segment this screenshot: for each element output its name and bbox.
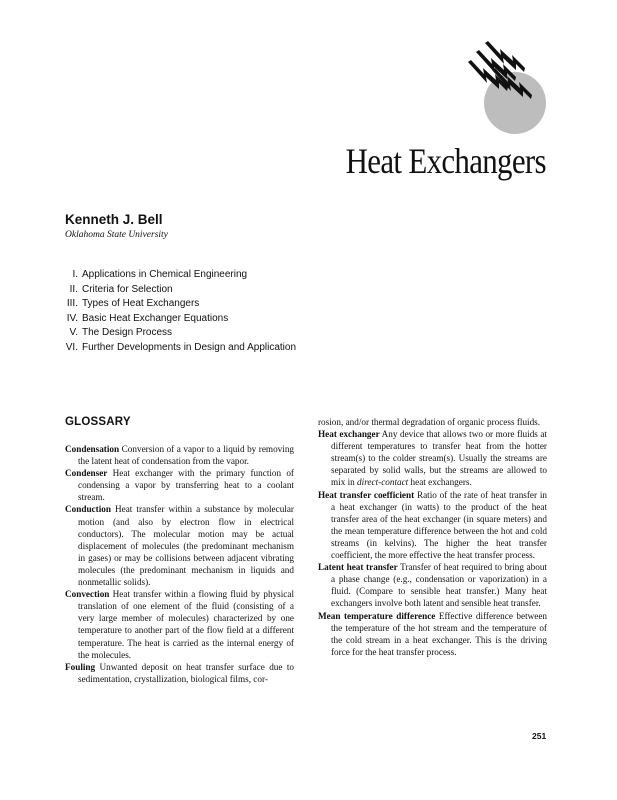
lightning-bolts-circle-icon xyxy=(462,40,546,134)
glossary-entry: Heat exchanger Any device that allows two or more fluids at different temperatures to transfer heat from the hotter stream(s) to the colder stream(s). Usually the streams are separated by solid walls, but the streams are allowed to mix in direct-contact heat exchangers. xyxy=(318,429,547,488)
glossary-definition: Unwanted deposit on heat transfer surface due to sedimentation, crystallization, biological films, cor- xyxy=(78,661,295,684)
glossary-entry xyxy=(318,489,547,562)
glossary-definition: Conversion of a vapor to a liquid by removing the latent heat of condensation from the vapor. xyxy=(78,444,295,467)
glossary-term: Heat transfer coefficient xyxy=(318,489,415,500)
chapter-title: Heat Exchangers xyxy=(345,141,546,181)
glossary-term: Mean temperature difference xyxy=(318,610,436,621)
glossary-entry xyxy=(318,610,547,658)
table-of-contents xyxy=(0,268,296,355)
glossary-definition: Heat exchanger with the primary function of condensing a vapor by transferring heat to a coolant stream. xyxy=(78,468,294,503)
glossary-definition: Heat transfer within a substance by molecular motion (and also by electron flow in electrical conductors). The molecular motion may be actual displacement of molecules (the predominant mechanism in gases) or may be collisions between adjacent vibrating molecules (the predominant mechanism in liquids and nonmetallic solids). xyxy=(78,504,294,588)
author-name: Kenneth J. Bell xyxy=(65,212,163,227)
glossary-definition: Heat transfer within a flowing fluid by physical translation of one element of the fluid (consisting of a very large member of molecules) characterized by one temperature to another part of the flow field at a different temperature. The heat is carried as the internal energy of the molecules. xyxy=(78,589,295,660)
toc-item: IV. Basic Heat Exchanger Equations xyxy=(66,312,229,324)
glossary-term: Heat exchanger xyxy=(318,429,380,440)
glossary-definition: Transfer of heat required to bring about a phase change (e.g., condensation or vaporization) in a fluid. (Compare to sensible heat transfer.) Many heat exchangers involve both latent and sensible heat transfer. xyxy=(331,562,547,609)
toc-item: V. The Design Process xyxy=(69,327,173,338)
glossary-italic: direct-contact xyxy=(357,477,409,488)
glossary-definition: Ratio of the rate of heat transfer in a heat exchanger (in watts) to the product of the heat transfer area of the heat exchanger (in square meters) and the mean temperature difference between the hot and cold streams (in kelvins). The higher the heat transfer coefficient, the more effective the heat transfer process. xyxy=(331,489,547,561)
glossary-term: Latent heat transfer xyxy=(318,562,398,573)
glossary-left-column xyxy=(65,443,294,685)
glossary-entry xyxy=(65,443,294,467)
glossary-right-column xyxy=(318,416,547,658)
toc-item: I. Applications in Chemical Engineering xyxy=(72,269,248,280)
glossary-heading: GLOSSARY xyxy=(65,416,131,428)
glossary-term: Condenser xyxy=(65,468,108,479)
toc-item: III. Types of Heat Exchangers xyxy=(66,298,200,309)
toc-item: II. Criteria for Selection xyxy=(69,283,173,295)
toc-item: VI. Further Developments in Design and Application xyxy=(65,341,297,353)
glossary-entry xyxy=(65,467,294,503)
glossary-entry xyxy=(65,503,294,588)
glossary-term: Conduction xyxy=(65,504,111,515)
glossary-definition: Any device that allows two or more fluids at different temperatures to transfer heat from the hotter stream(s) to the colder stream(s). Usually the streams are separated by solid walls, but the streams are allowed to mix in xyxy=(331,429,547,488)
glossary-definition: Effective difference between the temperature of the hot stream and the temperature of the cold stream in a heat exchanger. This is the driving force for the heat transfer process. xyxy=(331,610,548,657)
page-number: 251 xyxy=(532,731,547,741)
glossary-entry xyxy=(65,661,294,685)
glossary-entry xyxy=(65,588,294,661)
glossary-entry xyxy=(318,561,547,609)
glossary-term: Fouling xyxy=(65,661,96,672)
author-affiliation: Oklahoma State University xyxy=(65,230,168,240)
glossary-term: Convection xyxy=(65,589,110,600)
glossary-term: Condensation xyxy=(65,444,120,454)
glossary-continuation: rosion, and/or thermal degradation of organic process fluids. xyxy=(318,417,541,427)
